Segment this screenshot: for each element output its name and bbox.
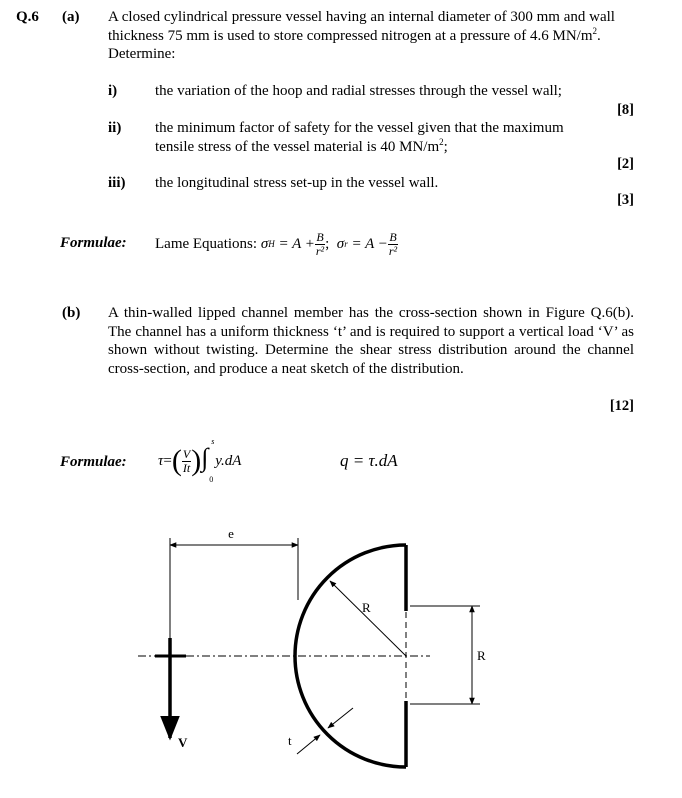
- item-iii-mark: [3]: [617, 192, 634, 208]
- tau-equals: =: [163, 452, 172, 469]
- integral-lower-limit: 0: [209, 475, 214, 484]
- integral-upper-limit: s: [211, 437, 215, 446]
- item-ii-number: ii): [108, 120, 122, 136]
- it-denominator: It: [182, 460, 191, 475]
- eq2-denominator: r²: [388, 243, 398, 258]
- eq2-numerator: B: [389, 229, 397, 244]
- lame-prefix: Lame Equations:: [155, 235, 258, 252]
- load-v-label: V: [178, 735, 188, 750]
- item-ii-text-sup: 2: [439, 136, 444, 147]
- item-i-mark: [8]: [617, 102, 634, 118]
- part-b-label: (b): [62, 305, 81, 321]
- item-ii-text-1: the minimum factor of safety for the vessel given that the maximum tensile stress of the vessel material is 40 MN/m: [155, 120, 564, 155]
- eq1-numerator: B: [316, 229, 324, 244]
- part-b-mark: [12]: [609, 398, 634, 414]
- item-ii-text-2: ;: [443, 138, 448, 155]
- thickness-arrow-inner: [297, 735, 320, 754]
- integral-sign: ∫: [201, 443, 209, 472]
- thickness-label: t: [288, 733, 292, 748]
- part-b-text: A thin-walled lipped channel member has the cross-section shown in Figure Q.6(b). The channel has a uniform thickness ‘t’ and is required to support a vertical load ‘V’ as shown without twisting. Determine the shear stress distribution around the channel cross-section, and produce a neat sketch of the distribution.: [108, 305, 634, 377]
- formulae-label-b: Formulae:: [60, 454, 127, 470]
- v-numerator: V: [182, 446, 191, 461]
- formulae-label-a: Formulae:: [60, 235, 127, 251]
- shear-flow-formula: q = τ.dA: [340, 451, 398, 470]
- sigma-h-symbol: σ: [260, 235, 269, 252]
- eq-separator: ;: [325, 235, 330, 252]
- radius-arrow: [330, 581, 406, 656]
- item-iii-text: the longitudinal stress set-up in the vessel wall.: [155, 175, 439, 191]
- part-a-label: (a): [62, 9, 80, 25]
- lip-dimension-label: R: [477, 648, 486, 663]
- sigma-r-symbol: σ: [336, 235, 345, 252]
- question-number: Q.6: [16, 9, 39, 25]
- part-a-text-1: A closed cylindrical pressure vessel having an internal diameter of 300 mm and wall thickness 75 mm is used to store compressed nitrogen at a pressure of 4.6 MN/m: [108, 9, 615, 44]
- radius-label: R: [362, 600, 371, 615]
- item-iii-number: iii): [108, 175, 126, 191]
- thickness-arrow-outer: [328, 708, 353, 728]
- eq1-denominator: r²: [315, 243, 325, 258]
- eq1-rhs: = A +: [278, 235, 315, 252]
- right-paren: ): [191, 444, 202, 477]
- lame-equations: Lame Equations: σ H = A + $\frac{B}{\text{r²}}$ ; σ r = A − $\frac{B}{\text{r²}}$: [155, 229, 398, 258]
- dimension-e-label: e: [228, 526, 234, 541]
- eq2-rhs: = A −: [351, 235, 388, 252]
- left-paren: (: [171, 444, 182, 477]
- item-i-number: i): [108, 83, 118, 99]
- item-i-text: the variation of the hoop and radial stresses through the vessel wall;: [155, 83, 562, 99]
- part-a-text-2: . Determine:: [108, 27, 601, 62]
- item-ii-mark: [2]: [617, 156, 634, 172]
- integrand: y.dA: [215, 452, 242, 469]
- tau-symbol: τ: [158, 452, 164, 469]
- part-a-text-sup: 2: [592, 25, 597, 36]
